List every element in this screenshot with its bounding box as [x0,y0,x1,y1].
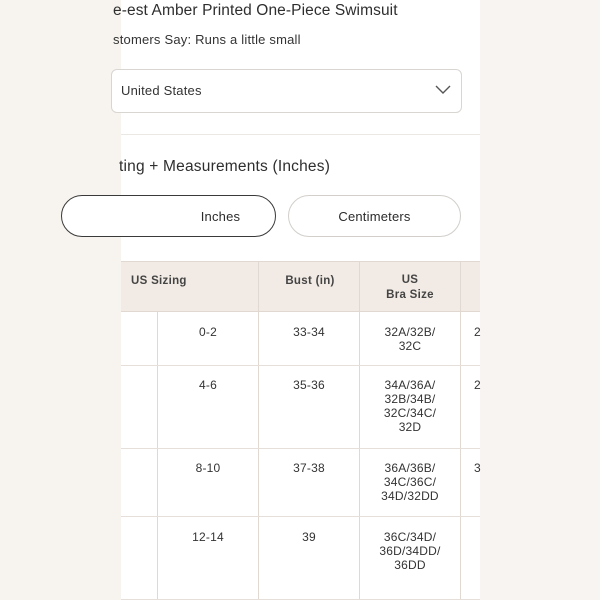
grid-vline [157,312,158,600]
country-select-value: United States [121,83,202,98]
grid-vline [460,261,461,600]
table-cell-cutoff: 3 [474,461,481,475]
customers-say-text: stomers Say: Runs a little small [113,32,301,47]
chevron-down-icon[interactable] [434,82,452,96]
table-cell-bra: 32A/32B/ 32C [384,325,436,353]
sizing-heading: ting + Measurements (Inches) [119,158,331,175]
centimeters-button-label: Centimeters [338,208,411,224]
table-cell-bra: 36A/36B/ 34C/36C/ 34D/32DD [381,461,439,503]
right-background [480,0,600,600]
inches-toggle-button[interactable] [61,195,276,237]
header-bra-line2: Bra Size [386,289,434,301]
table-cell-size: 12-14 [192,530,224,544]
table-cell-size: 0-2 [199,325,217,339]
grid-vline [258,261,259,600]
header-bra-line1: US [401,274,419,286]
inches-button-label: Inches [200,208,241,224]
product-panel [113,0,481,600]
table-cell-cutoff: 2 [474,378,481,392]
table-cell-bust: 37-38 [293,461,325,475]
grid-hline [121,448,480,449]
grid-hline [121,365,480,366]
grid-hline [121,516,480,517]
table-cell-size: 4-6 [199,378,217,392]
table-cell-bust: 33-34 [293,325,325,339]
centimeters-toggle-button[interactable] [288,195,461,237]
table-cell-bra: 36C/34D/ 36D/34DD/ 36DD [379,530,441,572]
table-cell-size: 8-10 [195,461,221,475]
table-cell-bust: 39 [302,530,316,544]
table-cell-bust: 35-36 [293,378,325,392]
header-bust: Bust (in) [285,275,335,287]
table-cell-bra: 34A/36A/ 32B/34B/ 32C/34C/ 32D [383,378,437,434]
section-divider [121,134,480,135]
header-us-sizing: US Sizing [131,275,187,287]
product-title: e-est Amber Printed One-Piece Swimsuit [113,2,398,19]
size-chart-table [121,261,480,600]
table-cell-cutoff: 2 [474,325,481,339]
left-background [0,0,121,600]
